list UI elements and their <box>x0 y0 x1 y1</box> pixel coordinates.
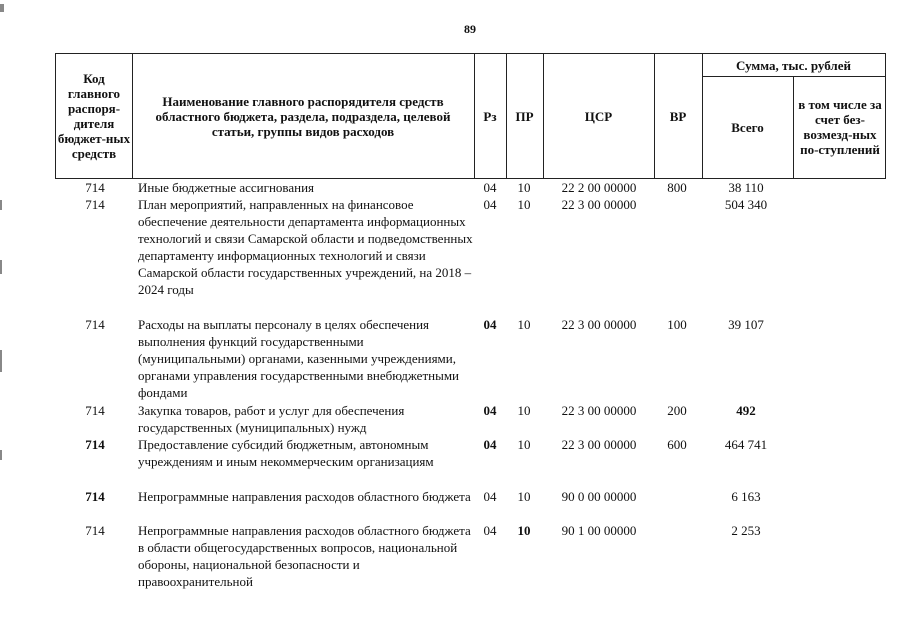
header-total: Всего <box>731 119 764 135</box>
header-csr: ЦСР <box>584 108 613 124</box>
scan-mark <box>0 350 2 372</box>
cell-csr: 22 2 00 00000 <box>561 180 637 195</box>
cell-csr: 90 1 00 00000 <box>561 523 637 538</box>
cell-total: 2 253 <box>731 523 761 538</box>
cell-name: Иные бюджетные ассигнования <box>138 180 315 195</box>
header-vr: ВР <box>669 108 687 124</box>
cell-code: 714 <box>85 180 105 195</box>
cell-vr: 800 <box>667 180 687 195</box>
cell-rz: 04 <box>483 437 497 452</box>
cell-csr: 22 3 00 00000 <box>561 437 637 452</box>
cell-code: 714 <box>85 437 105 452</box>
cell-csr: 22 3 00 00000 <box>561 317 637 332</box>
cell-csr: 22 3 00 00000 <box>561 403 637 418</box>
column-divider <box>132 54 133 178</box>
cell-vr: 200 <box>667 403 687 418</box>
header-pr: ПР <box>515 108 534 124</box>
cell-pr: 10 <box>517 523 531 538</box>
cell-name: Непрограммные направления расходов областного бюджета <box>138 489 471 504</box>
cell-code: 714 <box>85 523 105 538</box>
cell-code: 714 <box>85 197 105 212</box>
cell-code: 714 <box>85 489 105 504</box>
cell-pr: 10 <box>517 197 531 212</box>
header-code: Код главного распоря-дителя бюджет-ных средств <box>57 71 131 161</box>
cell-vr: 100 <box>667 317 687 332</box>
cell-pr: 10 <box>517 403 531 418</box>
scan-mark <box>0 4 4 12</box>
cell-rz: 04 <box>483 180 497 195</box>
header-rz: Рз <box>483 108 497 124</box>
header-incl-grants: в том числе за счет без-возмезд-ных по-ступлений <box>798 97 882 157</box>
page-number: 89 <box>464 22 476 36</box>
cell-name: План мероприятий, направленных на финансовое обеспечение деятельности департамента информационных технологий и связи Самарской области и подведомственных департаменту информационных технологий и связи Самарской области государственных учреждений, на 2018 – 2024 годы <box>138 197 473 297</box>
cell-rz: 04 <box>483 523 497 538</box>
column-divider <box>793 76 794 178</box>
cell-vr: 600 <box>667 437 687 452</box>
scan-mark <box>0 260 2 274</box>
cell-total: 504 340 <box>724 197 768 212</box>
cell-total: 39 107 <box>728 317 764 332</box>
cell-pr: 10 <box>517 180 531 195</box>
header-name: Наименование главного распорядителя средств областного бюджета, раздела, подраздела, целевой статьи, группы видов расходов <box>155 93 451 139</box>
cell-rz: 04 <box>483 489 497 504</box>
cell-csr: 90 0 00 00000 <box>561 489 637 504</box>
cell-total: 38 110 <box>728 180 764 195</box>
cell-total: 464 741 <box>724 437 768 452</box>
cell-pr: 10 <box>517 489 531 504</box>
cell-pr: 10 <box>517 317 531 332</box>
header-sum-group: Сумма, тыс. рублей <box>736 57 851 73</box>
cell-rz: 04 <box>483 317 497 332</box>
cell-code: 714 <box>85 403 105 418</box>
cell-total: 492 <box>736 403 756 418</box>
cell-pr: 10 <box>517 437 531 452</box>
cell-name: Закупка товаров, работ и услуг для обеспечения государственных (муниципальных) нужд <box>138 403 405 435</box>
cell-total: 6 163 <box>731 489 761 504</box>
cell-name: Расходы на выплаты персоналу в целях обеспечения выполнения функций государственными (муниципальными) органами, казенными учреждениями, органами управления государственными внебюджетными фондами <box>138 317 460 400</box>
scan-mark <box>0 450 2 460</box>
scan-mark <box>0 200 2 210</box>
cell-name: Непрограммные направления расходов областного бюджета в области общегосударственных вопросов, национальной обороны, национальной безопасности и правоохранительной <box>138 523 471 589</box>
cell-name: Предоставление субсидий бюджетным, автономным учреждениям и иным некоммерческим организациям <box>138 437 434 469</box>
table-header <box>55 53 886 179</box>
cell-rz: 04 <box>483 403 497 418</box>
cell-rz: 04 <box>483 197 497 212</box>
cell-csr: 22 3 00 00000 <box>561 197 637 212</box>
cell-code: 714 <box>85 317 105 332</box>
